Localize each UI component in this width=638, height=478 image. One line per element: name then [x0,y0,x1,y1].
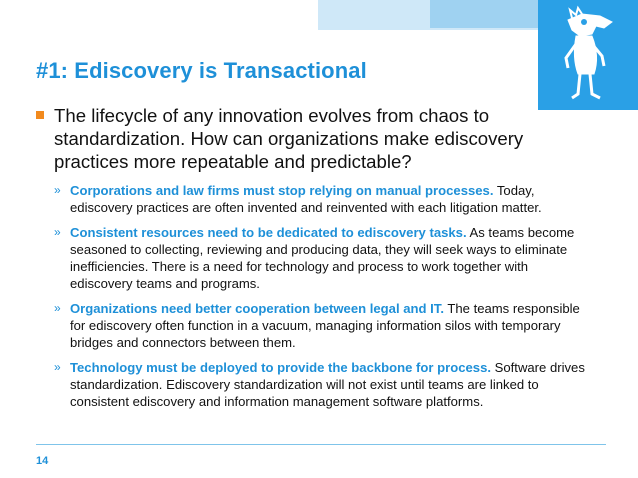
sub-bullet-lead: Consistent resources need to be dedicated to ediscovery tasks. [70,225,467,240]
double-chevron-icon: » [54,301,61,315]
sub-bullet-lead: Technology must be deployed to provide the backbone for process. [70,360,492,375]
main-bullet [36,104,596,173]
double-chevron-icon: » [54,183,61,197]
square-bullet-icon [36,111,44,119]
double-chevron-icon: » [54,360,61,374]
sub-bullet-text [70,300,594,351]
sub-bullet-text [70,359,594,410]
sub-bullet-rest: Software drives standardization. Ediscovery standardization will not exist until teams are linked to consistent ediscovery and information management software platforms. [70,360,585,409]
double-chevron-icon: » [54,225,61,239]
sub-bullet [54,300,594,351]
deco-band-mid [430,0,540,28]
sub-bullet [54,182,594,216]
footer-divider [36,444,606,445]
sub-bullet-text [70,182,594,216]
sub-bullet-rest: Today, ediscovery practices are often invented and reinvented with each litigation matter. [70,183,542,215]
sub-bullet-lead: Corporations and law firms must stop relying on manual processes. [70,183,494,198]
sub-bullet-text [70,224,594,292]
sub-bullet-list [54,182,594,418]
main-bullet-text: The lifecycle of any innovation evolves from chaos to standardization. How can organizations make ediscovery practices more repeatable and predictable? [54,105,524,172]
sub-bullet-rest: The teams responsible for ediscovery often function in a vacuum, managing information silos with temporary bridges and connectors between them. [70,301,580,350]
sub-bullet [54,359,594,410]
sub-bullet [54,224,594,292]
sub-bullet-rest: As teams become seasoned to collecting, reviewing and producing data, they will seek ways to eliminate inefficiencies. There is a need for technology and process to work together with ediscovery teams and programs. [70,225,575,291]
page-number: 14 [36,455,49,467]
header-decoration [0,0,638,110]
sub-bullet-lead: Organizations need better cooperation between legal and IT. [70,301,444,316]
slide-title: #1: Ediscovery is Transactional [36,58,367,83]
